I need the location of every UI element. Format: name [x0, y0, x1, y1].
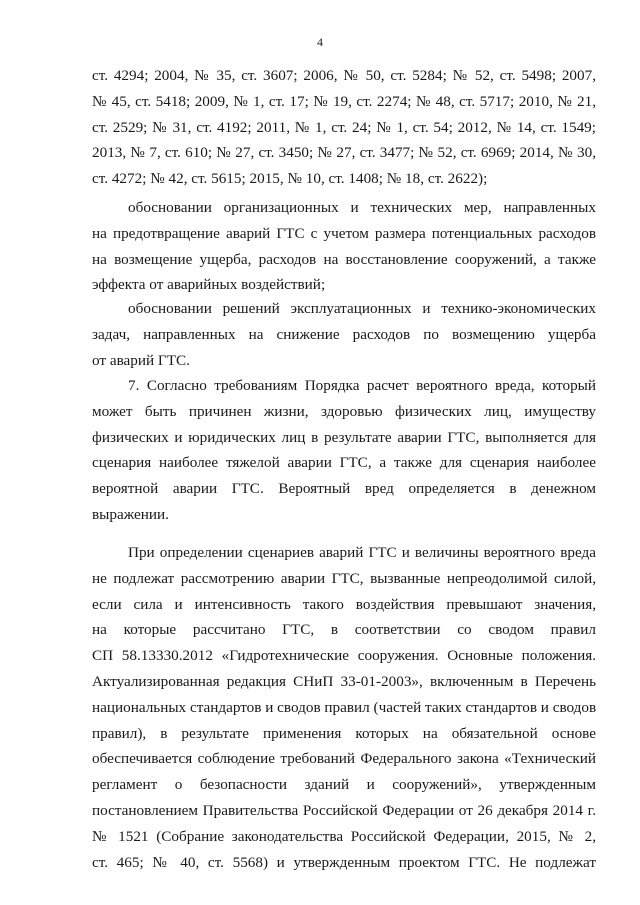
text-line: национальных стандартов и сводов правил (частей таких стандартов и сводов [92, 698, 597, 716]
text-line: выражении. [92, 505, 169, 523]
text-line: 7. Согласно требованиям Порядка расчет вероятного вреда, который [128, 377, 596, 394]
text-line: не подлежат рассмотрению аварии ГТС, вызванные непреодолимой силой, [92, 569, 596, 587]
text-line: При определении сценариев аварий ГТС и величины вероятного вреда [128, 544, 596, 561]
page-number: 4 [317, 35, 323, 49]
legal-references-continuation [92, 63, 596, 192]
text-line: обосновании организационных и технических мер, направленных [128, 199, 596, 216]
list-item-organizational-measures [92, 195, 596, 298]
text-line: ст. 4272; № 42, ст. 5615; 2015, № 10, ст. 1408; № 18, ст. 2622); [92, 170, 488, 188]
text-line: ст. 465; № 40, ст. 5568) и утвержденным проектом ГТС. Не подлежат [92, 853, 596, 871]
text-line: задач, направленных на снижение расходов по возмещению ущерба [92, 325, 596, 343]
text-line: физических и юридических лиц в результате аварии ГТС, выполняется для [92, 428, 596, 446]
text-line: если сила и интенсивность такого воздействия превышают значения, [92, 595, 596, 613]
text-line: № 45, ст. 5418; 2009, № 1, ст. 17; № 19, ст. 2274; № 48, ст. 5717; 2010, № 21, [92, 92, 596, 110]
text-line: на возмещение ущерба, расходов на восстановление сооружений, а также [92, 250, 596, 268]
text-line: на предотвращение аварий ГТС с учетом размера потенциальных расходов [92, 224, 596, 242]
text-line: правил), в результате применения которых на обязательной основе [92, 724, 596, 742]
text-line: на которые рассчитано ГТС, в соответствии со сводом правил [92, 621, 596, 639]
text-line: сценария наиболее тяжелой аварии ГТС, а также для сценария наиболее [92, 454, 596, 472]
list-item-operational-decisions [92, 296, 596, 373]
text-line: вероятной аварии ГТС. Вероятный вред определяется в денежном [92, 480, 596, 498]
text-line: регламент о безопасности зданий и сооружений», утвержденным [92, 776, 596, 794]
text-line: эффекта от аварийных воздействий; [92, 276, 326, 294]
text-line: ст. 2529; № 31, ст. 4192; 2011, № 1, ст. 24; № 1, ст. 54; 2012, № 14, ст. 1549; [92, 118, 596, 136]
text-line: может быть причинен жизни, здоровью физических лиц, имуществу [92, 402, 596, 420]
text-line: обосновании решений эксплуатационных и технико-экономических [128, 300, 596, 317]
text-line: ст. 4294; 2004, № 35, ст. 3607; 2006, № 50, ст. 5284; № 52, ст. 5498; 2007, [92, 67, 596, 84]
text-line: обеспечивается соблюдение требований Федерального закона «Технический [92, 750, 596, 768]
text-line: 2013, № 7, ст. 610; № 27, ст. 3450; № 27, ст. 3477; № 52, ст. 6969; 2014, № 30, [92, 144, 596, 162]
text-line: постановлением Правительства Российской Федерации от 26 декабря 2014 г. [92, 801, 596, 819]
paragraph-scenarios-exclusion [92, 540, 596, 875]
text-line: СП 58.13330.2012 «Гидротехнические сооружения. Основные положения. [92, 647, 596, 665]
paragraph-7 [92, 373, 596, 528]
text-line: от аварий ГТС. [92, 351, 190, 369]
text-line: Актуализированная редакция СНиП 33-01-2003», включенным в Перечень [92, 672, 596, 690]
text-line: № 1521 (Собрание законодательства Российской Федерации, 2015, № 2, [92, 827, 596, 845]
